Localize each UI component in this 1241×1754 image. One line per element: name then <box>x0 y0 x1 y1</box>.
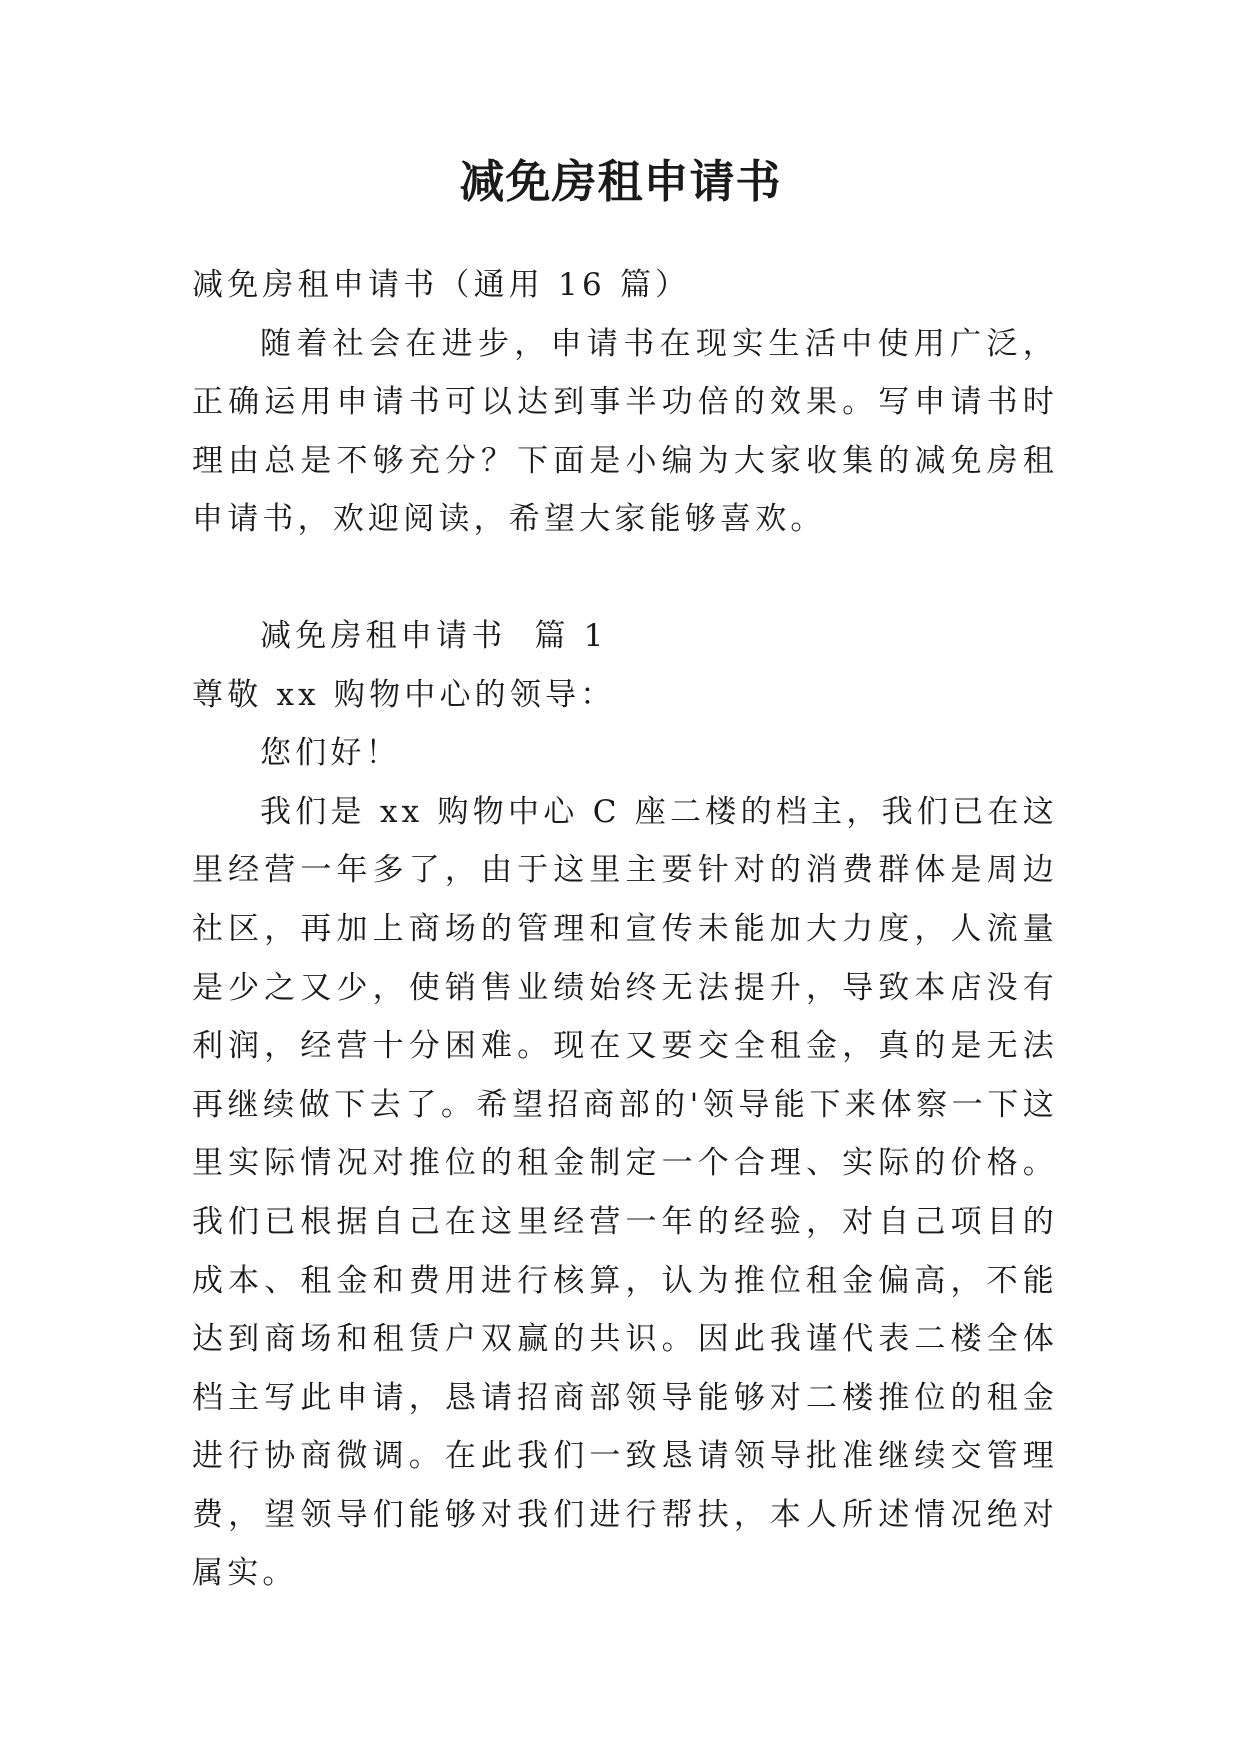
body-paragraph: 我们是 xx 购物中心 C 座二楼的档主，我们已在这里经营一年多了，由于这里主要针对的消费群体是周边社区，再加上商场的管理和宣传未能加大力度，人流量是少之又少，使销售业绩始终无法提升，导致本店没有利润，经营十分困难。现在又要交全租金，真的是无法再继续做下去了。希望招商部的'领导能下来体察一下这里实际情况对推位的租金制定一个合理、实际的价格。我们已根据自己在这里经营一年的经验，对自己项目的成本、租金和费用进行核算，认为推位租金偏高，不能达到商场和租赁户双赢的共识。因此我谨代表二楼全体档主写此申请，恳请招商部领导能够对二楼推位的租金进行协商微调。在此我们一致恳请领导批准继续交管理费，望领导们能够对我们进行帮扶，本人所述情况绝对属实。 <box>192 793 1058 1592</box>
greeting: 您们好！ <box>260 735 401 772</box>
document-body <box>192 256 1058 1603</box>
paragraph-spacer <box>192 549 1058 607</box>
document-subtitle: 减免房租申请书（通用 16 篇） <box>192 267 691 303</box>
salutation: 尊敬 xx 购物中心的领导： <box>192 676 616 713</box>
intro-paragraph: 随着社会在进步，申请书在现实生活中使用广泛，正确运用申请书可以达到事半功倍的效果。写申请书时理由总是不够充分？下面是小编为大家收集的减免房租申请书，欢迎阅读，希望大家能够喜欢。 <box>192 325 1058 538</box>
document-title: 减免房租申请书 <box>459 155 782 208</box>
section-heading: 减免房租申请书 篇 1 <box>260 617 608 654</box>
